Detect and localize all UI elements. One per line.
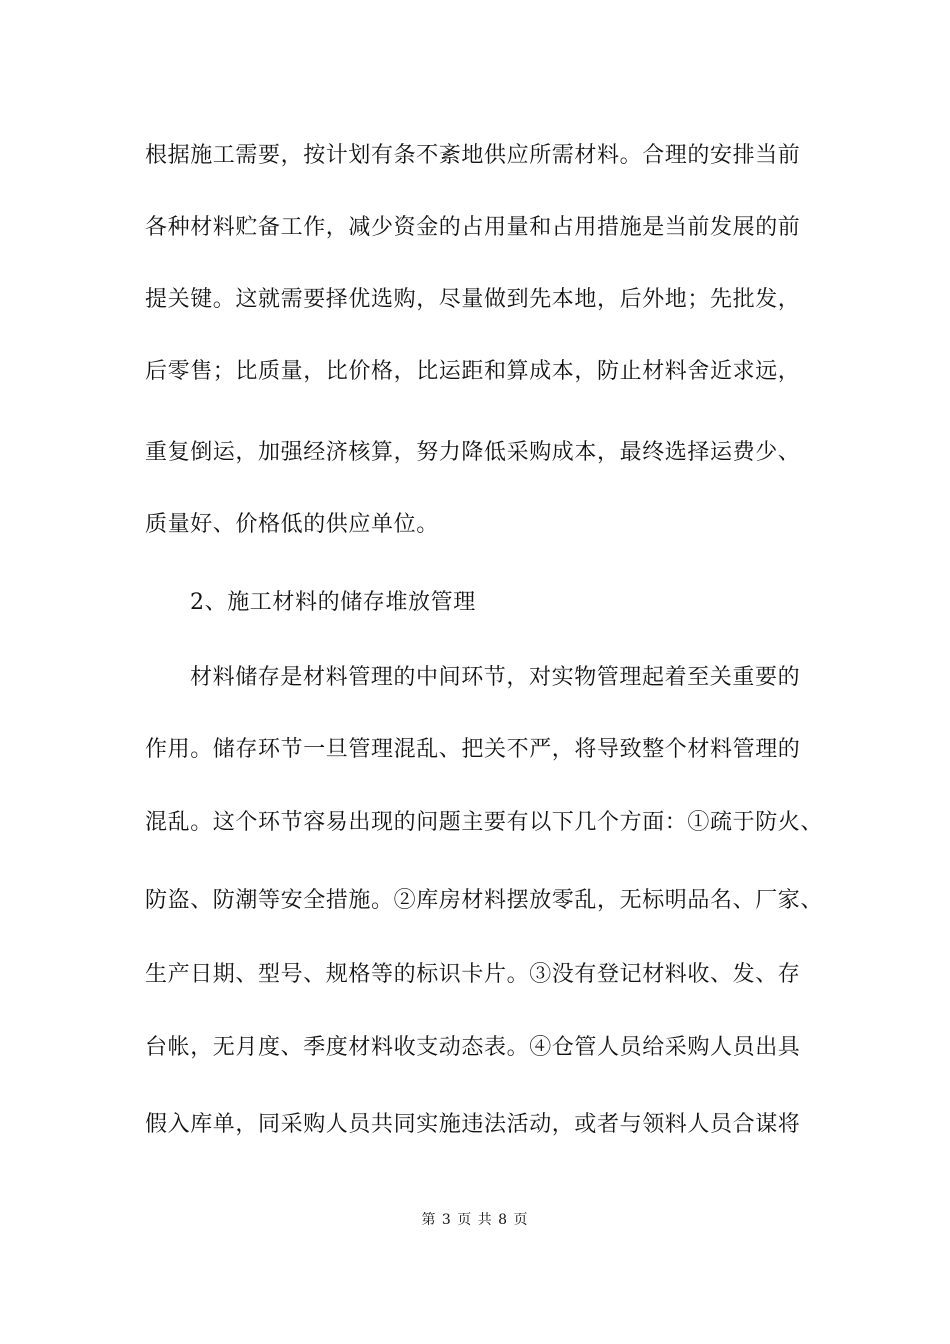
body-text-line: 混乱。这个环节容易出现的问题主要有以下几个方面：①疏于防火、 [145,810,824,835]
body-text-line: 后零售；比质量，比价格，比运距和算成本，防止材料舍近求远， [145,359,801,384]
body-text-line: 材料储存是材料管理的中间环节，对实物管理起着至关重要的 [190,665,801,690]
body-text-line: 提关键。这就需要择优选购，尽量做到先本地，后外地；先批发， [145,287,801,312]
page-number-footer: 第 3 页 共 8 页 [421,1212,529,1228]
body-text-line: 防盗、防潮等安全措施。②库房材料摆放零乱，无标明品名、厂家、 [145,888,824,913]
body-text-line: 各种材料贮备工作，减少资金的占用量和占用措施是当前发展的前 [145,215,801,240]
body-text-line: 根据施工需要，按计划有条不紊地供应所需材料。合理的安排当前 [145,143,801,168]
body-text-line: 生产日期、型号、规格等的标识卡片。③没有登记材料收、发、存 [145,962,801,987]
body-text-line: 重复倒运，加强经济核算，努力降低采购成本，最终选择运费少、 [145,440,801,465]
body-text-line: 假入库单，同采购人员共同实施违法活动，或者与领料人员合谋将 [145,1112,801,1137]
body-text-line: 质量好、价格低的供应单位。 [145,512,439,537]
body-text-line: 作用。储存环节一旦管理混乱、把关不严，将导致整个材料管理的 [145,737,801,762]
section-heading: 2、施工材料的储存堆放管理 [190,590,476,615]
body-text-line: 台帐，无月度、季度材料收支动态表。④仓管人员给采购人员出具 [145,1035,801,1060]
